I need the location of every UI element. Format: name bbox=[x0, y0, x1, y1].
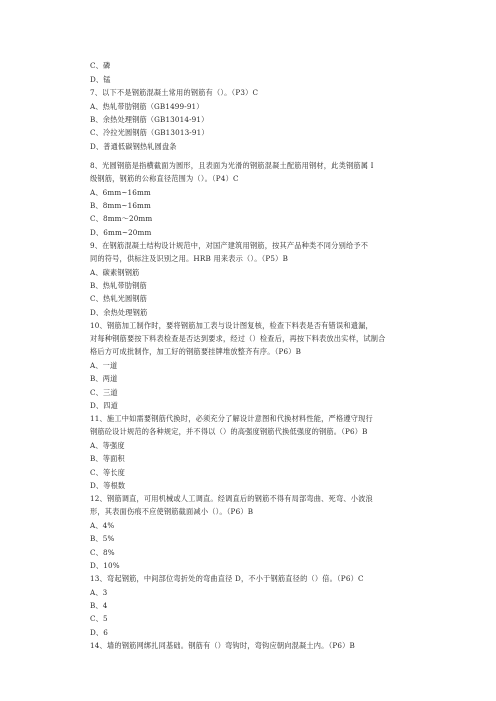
question-14: 14、墙的钢筋网绑扎同基础。钢筋有（）弯钩时，弯钩应朝向混凝土内。（P6）B bbox=[90, 641, 356, 650]
option-c: C、8mm～20mm bbox=[90, 214, 153, 223]
option-a: A、碳素钢钢筋 bbox=[90, 268, 140, 277]
option-b: B、4 bbox=[90, 601, 108, 610]
option-d: D、6 bbox=[90, 628, 108, 637]
option-a: A、3 bbox=[90, 588, 108, 597]
option-b: B、余热处理钢筋（GB13014-91） bbox=[90, 115, 209, 124]
question-13: 13、弯起钢筋，中间部位弯折处的弯曲直径 D，不小于钢筋直径的（）倍。（P6）C bbox=[90, 574, 364, 583]
option-d: D、6mm~20mm bbox=[90, 228, 152, 237]
option-d: D、锰 bbox=[90, 75, 111, 84]
option-c: C、三道 bbox=[90, 388, 118, 397]
option-c: C、磷 bbox=[90, 61, 111, 70]
question-10-line-3: 格后方可成批制作，加工好的钢筋要挂牌堆放整齐有序。（P6）B bbox=[90, 347, 302, 356]
option-c: C、热轧光圆钢筋 bbox=[90, 294, 148, 303]
option-a: A、热轧带肋钢筋（GB1499-91） bbox=[90, 102, 204, 111]
question-10-line-2: 对每种钢筋要按下料表检查是否达到要求，经过（）检查后，再按下料表放出实样，试制合 bbox=[90, 334, 386, 343]
question-11-line-1: 11、施工中如需要钢筋代换时，必须充分了解设计意图和代换材料性能，严格遵守现行 bbox=[90, 414, 373, 423]
question-10-line-1: 10、钢筋加工制作时，要将钢筋加工表与设计图复核，检查下料表是否有错误和遗漏， bbox=[90, 321, 373, 330]
option-b: B、5% bbox=[90, 534, 115, 543]
option-a: A、6mm~16mm bbox=[90, 188, 151, 197]
option-c: C、冷拉光圆钢筋（GB13013-91） bbox=[90, 128, 209, 137]
option-c: C、5 bbox=[90, 614, 108, 623]
question-8-line-1: 8、光圆钢筋是指横截面为圆形，且表面为光滑的钢筋混凝土配筋用钢材，此类钢筋属 I bbox=[90, 161, 374, 170]
question-11-line-2: 钢筋砼设计规范的各种规定，并不得以（）的高强度钢筋代换低强度的钢筋。（P6）B bbox=[90, 427, 368, 436]
question-12-line-2: 形，其表面伤痕不应使钢筋截面减小（）。（P6）B bbox=[90, 507, 254, 516]
option-d: D、余热处理钢筋 bbox=[90, 308, 148, 317]
option-b: B、热轧带肋钢筋 bbox=[90, 281, 147, 290]
option-d: D、等根数 bbox=[90, 481, 126, 490]
option-d: D、10% bbox=[90, 561, 120, 570]
option-b: B、8mm~16mm bbox=[90, 201, 151, 210]
option-d: D、四道 bbox=[90, 401, 118, 410]
option-a: A、4% bbox=[90, 521, 115, 530]
option-d: D、普通低碳钢热轧圆盘条 bbox=[90, 142, 177, 151]
question-9-line-1: 9、在钢筋混凝土结构设计规范中，对国产建筑用钢筋，按其产品种类不同分别给予不 bbox=[90, 241, 369, 250]
option-c: C、8% bbox=[90, 548, 115, 557]
option-c: C、等长度 bbox=[90, 468, 125, 477]
question-12-line-1: 12、钢筋调直，可用机械或人工调直。经调直后的钢筋不得有局部弯曲、死弯、小波浪 bbox=[90, 494, 373, 503]
question-8-line-2: 级钢筋，钢筋的公称直径范围为（）。（P4）C bbox=[90, 174, 239, 183]
question-9-line-2: 同的符号，供标注及识别之用。HRB 用来表示（）。（P5）B bbox=[90, 254, 289, 263]
option-a: A、一道 bbox=[90, 361, 118, 370]
question-7: 7、以下不是钢筋混凝土常用的钢筋有（）。（P3）C bbox=[90, 88, 259, 97]
option-a: A、等强度 bbox=[90, 441, 125, 450]
option-b: B、等面积 bbox=[90, 454, 125, 463]
option-b: B、两道 bbox=[90, 374, 118, 383]
